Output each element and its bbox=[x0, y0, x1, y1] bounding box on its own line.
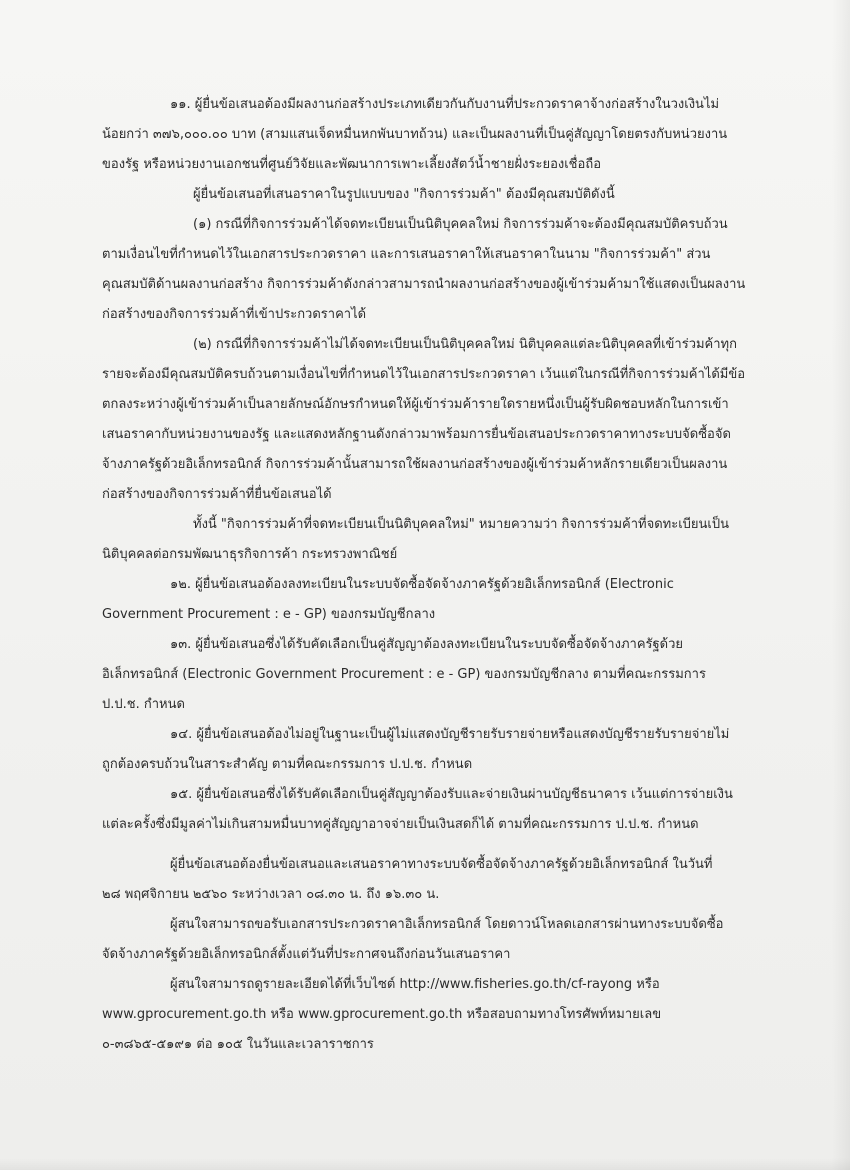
jv-case-1-line-3: คุณสมบัติด้านผลงานก่อสร้าง กิจการร่วมค้าดังกล่าวสามารถนำผลงานก่อสร้างของผู้เข้าร่วมค้ามาใช้แสดงเป็นผลงาน bbox=[102, 277, 746, 292]
jv-definition-line-2: นิติบุคคลต่อกรมพัฒนาธุรกิจการค้า กระทรวงพาณิชย์ bbox=[102, 547, 398, 562]
contact-line-1: ผู้สนใจสามารถดูรายละเอียดได้ที่เว็บไซต์ http://www.fisheries.go.th/cf-rayong หรือ bbox=[170, 977, 660, 992]
jv-case-1-line-4: ก่อสร้างของกิจการร่วมค้าที่เข้าประกวดราคาได้ bbox=[102, 307, 367, 322]
download-line-1: ผู้สนใจสามารถขอรับเอกสารประกวดราคาอิเล็กทรอนิกส์ โดยดาวน์โหลดเอกสารผ่านทางระบบจัดซื้อ bbox=[170, 917, 724, 932]
clause-11-line-1: ๑๑. ผู้ยื่นข้อเสนอต้องมีผลงานก่อสร้างประเภทเดียวกันกับงานที่ประกวดราคาจ้างก่อสร้างในวงเงินไม่ bbox=[170, 97, 720, 112]
clause-12-line-1: ๑๒. ผู้ยื่นข้อเสนอต้องลงทะเบียนในระบบจัดซื้อจัดจ้างภาครัฐด้วยอิเล็กทรอนิกส์ (Electronic bbox=[170, 577, 674, 592]
clause-15-line-2: แต่ละครั้งซึ่งมีมูลค่าไม่เกินสามหมื่นบาทคู่สัญญาอาจจ่ายเป็นเงินสดก็ได้ ตามที่คณะกรรมการ ป.ป.ช. กำหนด bbox=[102, 817, 699, 832]
jv-case-2-line-6: ก่อสร้างของกิจการร่วมค้าที่ยื่นข้อเสนอได้ bbox=[102, 487, 332, 502]
jv-case-2-line-3: ตกลงระหว่างผู้เข้าร่วมค้าเป็นลายลักษณ์อักษรกำหนดให้ผู้เข้าร่วมค้ารายใดรายหนึ่งเป็นผู้รับผิดชอบหลักในการเข้า bbox=[102, 397, 729, 412]
contact-line-2: www.gprocurement.go.th หรือ www.gprocurement.go.th หรือสอบถามทางโทรศัพท์หมายเลข bbox=[102, 1007, 662, 1022]
jv-case-2-line-1: (๒) กรณีที่กิจการร่วมค้าไม่ได้จดทะเบียนเป็นนิติบุคคลใหม่ นิติบุคคลแต่ละนิติบุคคลที่เข้าร่วมค้าทุก bbox=[193, 337, 737, 352]
clause-13-line-3: ป.ป.ช. กำหนด bbox=[102, 697, 185, 712]
submission-line-2: ๒๘ พฤศจิกายน ๒๕๖๐ ระหว่างเวลา ๐๘.๓๐ น. ถึง ๑๖.๓๐ น. bbox=[102, 887, 440, 902]
download-line-2: จัดจ้างภาครัฐด้วยอิเล็กทรอนิกส์ตั้งแต่วันที่ประกาศจนถึงก่อนวันเสนอราคา bbox=[102, 947, 511, 962]
clause-14-line-2: ถูกต้องครบถ้วนในสาระสำคัญ ตามที่คณะกรรมการ ป.ป.ช. กำหนด bbox=[102, 757, 473, 772]
clause-13-line-1: ๑๓. ผู้ยื่นข้อเสนอซึ่งได้รับคัดเลือกเป็นคู่สัญญาต้องลงทะเบียนในระบบจัดซื้อจัดจ้างภาครัฐด้วย bbox=[170, 637, 684, 652]
jv-case-2-line-5: จ้างภาครัฐด้วยอิเล็กทรอนิกส์ กิจการร่วมค้านั้นสามารถใช้ผลงานก่อสร้างของผู้เข้าร่วมค้าหลักรายเดียวเป็นผลงาน bbox=[102, 457, 728, 472]
jv-case-1-line-1: (๑) กรณีที่กิจการร่วมค้าได้จดทะเบียนเป็นนิติบุคคลใหม่ กิจการร่วมค้าจะต้องมีคุณสมบัติครบถ้วน bbox=[193, 217, 728, 232]
clause-13-line-2: อิเล็กทรอนิกส์ (Electronic Government Procurement : e - GP) ของกรมบัญชีกลาง ตามที่คณะกรรมการ bbox=[102, 667, 706, 682]
page-edge-shadow-bottom bbox=[0, 1158, 850, 1170]
contact-line-3: ๐-๓๘๖๕-๕๑๙๑ ต่อ ๑๐๕ ในวันและเวลาราชการ bbox=[102, 1037, 374, 1052]
jv-case-2-line-2: รายจะต้องมีคุณสมบัติครบถ้วนตามเงื่อนไขที่กำหนดไว้ในเอกสารประกวดราคา เว้นแต่ในกรณีที่กิจการร่วมค้าได้มีข้อ bbox=[102, 367, 746, 382]
submission-line-1: ผู้ยื่นข้อเสนอต้องยื่นข้อเสนอและเสนอราคาทางระบบจัดซื้อจัดจ้างภาครัฐด้วยอิเล็กทรอนิกส์ ในวันที่ bbox=[170, 857, 713, 872]
jv-case-2-line-4: เสนอราคากับหน่วยงานของรัฐ และแสดงหลักฐานดังกล่าวมาพร้อมการยื่นข้อเสนอประกวดราคาทางระบบจัดซื้อจัด bbox=[102, 427, 731, 442]
clause-11-line-3: ของรัฐ หรือหน่วยงานเอกชนที่ศูนย์วิจัยและพัฒนาการเพาะเลี้ยงสัตว์น้ำชายฝั่งระยองเชื่อถือ bbox=[102, 157, 601, 172]
page-edge-shadow-right bbox=[832, 0, 850, 1170]
jv-definition-line-1: ทั้งนี้ "กิจการร่วมค้าที่จดทะเบียนเป็นนิติบุคคลใหม่" หมายความว่า กิจการร่วมค้าที่จดทะเบียนเป็น bbox=[193, 517, 730, 532]
clause-14-line-1: ๑๔. ผู้ยื่นข้อเสนอต้องไม่อยู่ในฐานะเป็นผู้ไม่แสดงบัญชีรายรับรายจ่ายหรือแสดงบัญชีรายรับรายจ่ายไม่ bbox=[170, 727, 730, 742]
clause-12-line-2: Government Procurement : e - GP) ของกรมบัญชีกลาง bbox=[102, 607, 436, 622]
clause-11-line-2: น้อยกว่า ๓๗๖,๐๐๐.๐๐ บาท (สามแสนเจ็ดหมื่นหกพันบาทถ้วน) และเป็นผลงานที่เป็นคู่สัญญาโดยตรงกับหน่วยงาน bbox=[102, 127, 728, 142]
joint-venture-intro: ผู้ยื่นข้อเสนอที่เสนอราคาในรูปแบบของ "กิจการร่วมค้า" ต้องมีคุณสมบัติดังนี้ bbox=[193, 187, 615, 202]
clause-15-line-1: ๑๕. ผู้ยื่นข้อเสนอซึ่งได้รับคัดเลือกเป็นคู่สัญญาต้องรับและจ่ายเงินผ่านบัญชีธนาคาร เว้นแต่การจ่ายเงิน bbox=[170, 787, 733, 802]
jv-case-1-line-2: ตามเงื่อนไขที่กำหนดไว้ในเอกสารประกวดราคา และการเสนอราคาให้เสนอราคาในนาม "กิจการร่วมค้า" ส่วน bbox=[102, 247, 711, 262]
